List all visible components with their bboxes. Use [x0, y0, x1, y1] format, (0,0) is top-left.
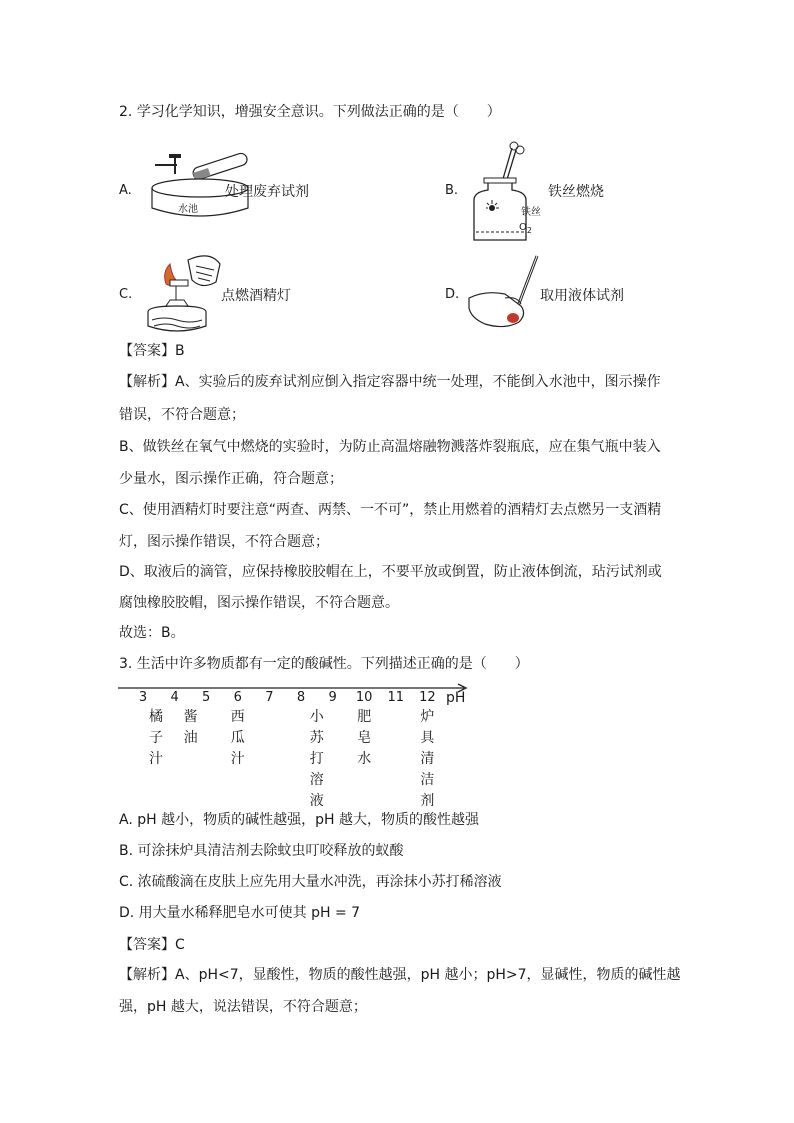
q2-analysis-line: 少量水，图示操作正确，符合题意；	[119, 471, 343, 487]
q2-analysis-line: 灯，图示操作错误，不符合题意；	[119, 534, 329, 550]
ph-tick-label: 11	[387, 690, 405, 705]
q3-option-d: D. 用大量水稀释肥皂水可使其 pH = 7	[119, 905, 361, 921]
ph-axis	[118, 680, 468, 696]
ph-substance-char: 小	[309, 709, 324, 725]
q2-analysis-line: 错误，不符合题意；	[119, 407, 245, 423]
q2-option-a-caption: 处理废弃试剂	[225, 184, 309, 200]
q2-option-d-letter: D.	[445, 287, 460, 302]
ph-substance-char: 洁	[420, 772, 435, 788]
q2-conclusion: 故选：B。	[119, 625, 185, 641]
ph-substance-char: 酱	[183, 709, 198, 725]
ph-substance-char: 具	[420, 730, 435, 746]
ph-tick-label: 7	[265, 690, 274, 705]
ph-substance-char: 子	[149, 730, 163, 746]
ph-substance-char: 肥	[357, 709, 372, 725]
q2-option-b-letter: B.	[445, 183, 459, 198]
ph-substance-char: 剂	[420, 793, 435, 809]
q2-analysis-line: C、使用酒精灯时要注意“两查、两禁、一不可”，禁止用燃着的酒精灯去点燃另一支酒精	[119, 502, 662, 518]
ph-substance-char: 炉	[420, 709, 435, 725]
ph-tick-label: 10	[355, 690, 373, 705]
ph-substance-char: 汁	[149, 751, 163, 767]
ph-unit-label: pH	[446, 690, 466, 706]
ph-substance-char: 水	[357, 751, 372, 767]
q3-stem: 3. 生活中许多物质都有一定的酸碱性。下列描述正确的是（ ）	[119, 656, 529, 672]
q3-option-c: C. 浓硫酸滴在皮肤上应先用大量水冲洗，再涂抹小苏打稀溶液	[119, 874, 502, 890]
ph-tick-label: 6	[233, 690, 242, 705]
q3-analysis-line: 【解析】A、pH<7，显酸性，物质的酸性越强，pH 越小；pH>7，显碱性，物质的碱性越	[119, 967, 681, 983]
ph-tick-label: 8	[296, 690, 306, 705]
q2-option-c-letter: C.	[119, 287, 133, 302]
q2-analysis-line: 腐蚀橡胶胶帽，图示操作错误，不符合题意。	[119, 595, 399, 611]
ph-substance-char: 皂	[357, 730, 372, 746]
ph-substance-char: 苏	[309, 730, 324, 746]
ph-tick-label: 12	[419, 690, 436, 705]
alcohol-lamp-figure	[140, 250, 225, 336]
ph-substance-char: 汁	[230, 751, 245, 767]
ph-tick-label: 5	[202, 690, 211, 705]
q3-option-a: A. pH 越小，物质的碱性越强，pH 越大，物质的酸性越强	[119, 812, 479, 828]
ph-substance-char: 橘	[149, 709, 163, 725]
ph-tick-label: 9	[328, 690, 337, 705]
q2-option-b-caption: 铁丝燃烧	[548, 184, 604, 200]
q2-option-a-letter: A.	[119, 183, 132, 198]
oxygen-label: $O_2$	[519, 222, 532, 235]
q2-option-d-caption: 取用液体试剂	[540, 288, 624, 304]
q2-analysis-line: B、做铁丝在氧气中燃烧的实验时，为防止高温熔融物溅落炸裂瓶底，应在集气瓶中装入	[119, 439, 661, 455]
ph-substance-char: 清	[420, 751, 435, 767]
sink-label: 水池	[178, 204, 198, 215]
q2-analysis-line: D、取液后的滴管，应保持橡胶胶帽在上，不要平放或倒置，防止液体倒流，玷污试剂或	[119, 564, 662, 580]
q2-option-c-caption: 点燃酒精灯	[221, 288, 291, 304]
q3-option-b: B. 可涂抹炉具清洁剂去除蚊虫叮咬释放的蚁酸	[119, 843, 404, 859]
q2-analysis-line: 【解析】A、实验后的废弃试剂应倒入指定容器中统一处理，不能倒入水池中，图示操作	[119, 374, 661, 390]
ph-substance-char: 油	[183, 730, 198, 746]
ph-tick-label: 4	[170, 690, 179, 705]
ph-tick-label: 3	[138, 690, 148, 705]
ph-substance-char: 液	[309, 793, 324, 809]
ph-substance-char: 打	[309, 751, 324, 767]
ph-substance-char: 西	[230, 709, 245, 725]
q3-analysis-line: 强，pH 越大，说法错误，不符合题意；	[119, 999, 367, 1015]
iron-wire-label: 铁丝	[521, 207, 541, 218]
ph-substance-char: 瓜	[230, 730, 245, 746]
ph-substance-char: 溶	[309, 772, 324, 788]
q2-stem: 2. 学习化学知识，增强安全意识。下列做法正确的是（ ）	[119, 104, 501, 120]
q2-answer: 【答案】B	[119, 343, 185, 359]
q3-answer: 【答案】C	[119, 937, 185, 953]
dropper-hand-figure	[465, 254, 545, 334]
